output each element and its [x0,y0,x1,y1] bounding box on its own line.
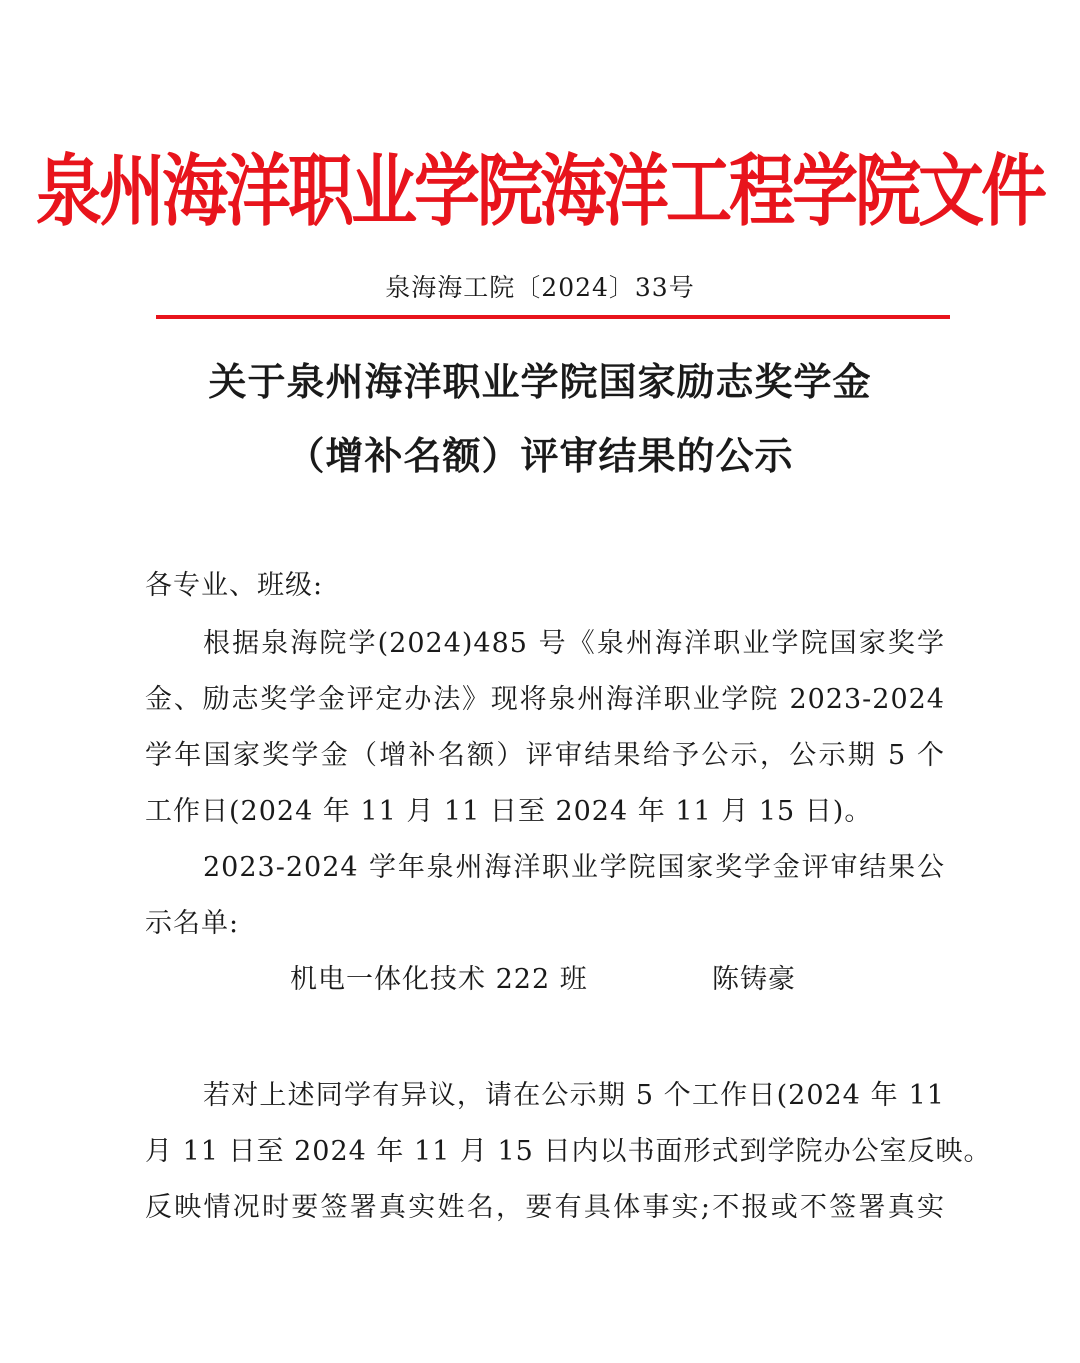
winner-class: 机电一体化技术 222 班 [290,964,588,995]
salutation: 各专业、班级: [145,570,324,601]
paragraph1-line-4: 工作日(2024 年 11 月 11 日至 2024 年 11 月 15 日)。 [145,796,873,827]
institution-title: 泉州海洋职业学院海洋工程学院文件 [36,145,1044,237]
document-number: 泉海海工院〔2024〕33号 [385,273,695,302]
paragraph3-line-1: 若对上述同学有异议，请在公示期 5 个工作日(2024 年 11 [203,1080,945,1111]
notice-title-line-1: 关于泉州海洋职业学院国家励志奖学金 [208,360,872,404]
notice-title-line-2: （增补名额）评审结果的公示 [286,434,794,478]
paragraph1-line-1: 根据泉海院学(2024)485 号《泉州海洋职业学院国家奖学 [203,628,945,659]
paragraph2-line-2: 示名单: [145,908,240,939]
paragraph3-line-3: 反映情况时要签署真实姓名，要有具体事实;不报或不签署真实 [145,1192,945,1223]
red-divider [156,315,950,319]
paragraph2-line-1: 2023-2024 学年泉州海洋职业学院国家奖学金评审结果公 [203,852,945,883]
paragraph1-line-3: 学年国家奖学金（增补名额）评审结果给予公示，公示期 5 个 [145,740,945,771]
paragraph1-line-2: 金、励志奖学金评定办法》现将泉州海洋职业学院 2023-2024 [145,684,945,715]
winner-name: 陈铸豪 [712,964,796,995]
paragraph3-line-2: 月 11 日至 2024 年 11 月 15 日内以书面形式到学院办公室反映。 [145,1136,992,1167]
